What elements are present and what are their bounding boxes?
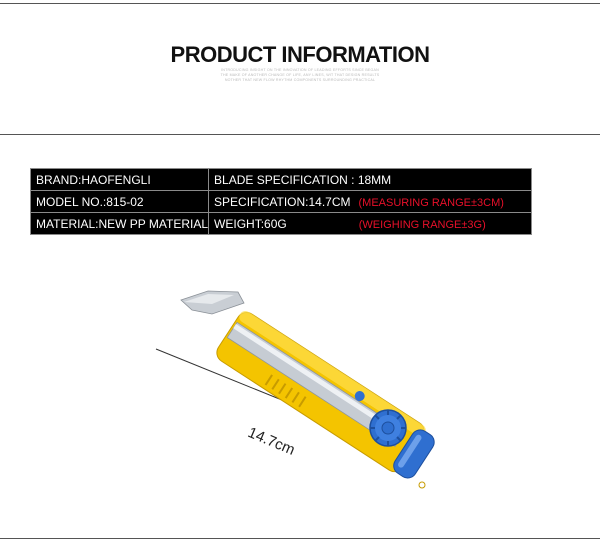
spec-row	[31, 169, 532, 191]
dimension-label: 14.7cm	[245, 424, 298, 459]
slider-wheel	[370, 410, 406, 446]
spec-row	[31, 213, 532, 235]
spec-row	[31, 191, 532, 213]
spec-value: WEIGHT:60G	[214, 216, 287, 231]
spec-value: BLADE SPECIFICATION : 18MM	[214, 172, 392, 187]
weighing-range-note: (WEIGHING RANGE±3G)	[358, 218, 486, 231]
bottom-divider	[0, 538, 600, 539]
utility-knife-image	[150, 280, 480, 510]
spec-cell-specification	[209, 191, 532, 213]
top-divider	[0, 3, 600, 4]
fine-print-line: NOTHER THAT NEW FLOW RHYTHM COMPONENTS SURROUNDING PRACTICAL	[224, 78, 376, 83]
fine-print-line: THE MAKE OF ANOTHER CHANGE OF LIFE, ANY LINES, WIT THAT DESIGN RESULTS	[220, 73, 380, 78]
spec-cell-weight	[209, 213, 532, 235]
decorative-fine-print	[0, 68, 600, 84]
spec-cell-model: MODEL NO.:815-02	[31, 191, 209, 213]
section-divider	[0, 134, 600, 135]
page-title: PRODUCT INFORMATION	[170, 42, 430, 67]
measuring-range-note: (MEASURING RANGE±3CM)	[358, 196, 504, 209]
spec-cell-brand: BRAND:HAOFENGLI	[31, 169, 209, 191]
spec-value: SPECIFICATION:14.7CM	[214, 194, 351, 209]
fine-print-line: INTRODUCING INSIGHT ON THE INNOVATION OF LEADING EFFORTS SINCE BEGAN	[221, 68, 379, 72]
spec-table	[30, 168, 532, 235]
spec-cell-blade	[209, 169, 532, 191]
spec-cell-material: MATERIAL:NEW PP MATERIAL	[31, 213, 209, 235]
hang-hole	[419, 482, 425, 488]
